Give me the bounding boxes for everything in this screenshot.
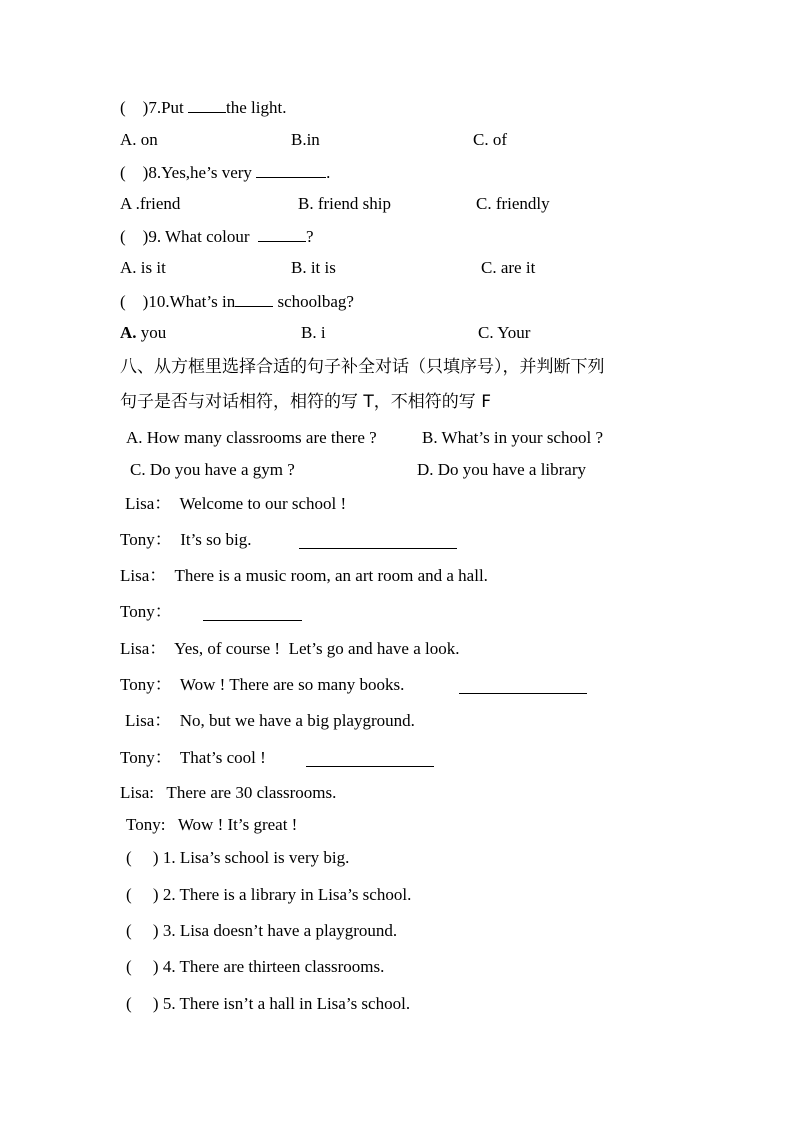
dialogue-line: Lisa： Welcome to our school ! <box>125 494 347 513</box>
answer-blank[interactable] <box>188 96 226 113</box>
judge-item[interactable]: ( ) 1. Lisa’s school is very big. <box>126 848 350 867</box>
q7-option-b[interactable]: B.in <box>291 130 320 149</box>
question-7-stem: ( )7.Put the light. <box>120 98 287 117</box>
judge-item[interactable]: ( ) 2. There is a library in Lisa’s school. <box>126 885 412 904</box>
option-b: B. What’s in your school ? <box>422 428 603 447</box>
question-9-stem: ( )9. What colour ? <box>120 227 314 246</box>
judge-item[interactable]: ( ) 3. Lisa doesn’t have a playground. <box>126 921 398 940</box>
dialogue-blank-4[interactable] <box>306 750 434 767</box>
dialogue-line: Lisa： No, but we have a big playground. <box>125 711 415 730</box>
dialogue-line: Tony： Wow ! There are so many books. <box>120 675 405 694</box>
option-c: C. Do you have a gym ? <box>130 460 295 479</box>
question-10-stem: ( )10.What’s in schoolbag? <box>120 292 354 311</box>
judge-item[interactable]: ( ) 5. There isn’t a hall in Lisa’s school. <box>126 994 411 1013</box>
question-8-stem: ( )8.Yes,he’s very . <box>120 163 331 182</box>
dialogue-line: Lisa： Yes, of course ! Let’s go and have a look. <box>120 639 460 658</box>
dialogue-blank-3[interactable] <box>459 677 587 694</box>
dialogue-blank-1[interactable] <box>299 532 457 549</box>
section-8-title-line2: 句子是否与对话相符，相符的写 T，不相符的写 F <box>120 392 491 412</box>
section-8-title-line1: 八、从方框里选择合适的句子补全对话（只填序号），并判断下列 <box>120 357 605 377</box>
dialogue-line: Lisa： There is a music room, an art room and a hall. <box>120 566 488 585</box>
q10-option-a[interactable]: A. you <box>120 323 167 342</box>
q9-option-b[interactable]: B. it is <box>291 258 336 277</box>
q7-option-c[interactable]: C. of <box>473 130 507 149</box>
q8-option-b[interactable]: B. friend ship <box>298 194 392 213</box>
dialogue-blank-2[interactable] <box>203 604 302 621</box>
answer-blank[interactable] <box>235 290 273 307</box>
q10-option-b[interactable]: B. i <box>301 323 326 342</box>
q7-option-a[interactable]: A. on <box>120 130 158 149</box>
dialogue-line: Tony： <box>120 602 172 621</box>
dialogue-line: Tony： That’s cool ! <box>120 748 266 767</box>
q10-option-c[interactable]: C. Your <box>478 323 531 342</box>
answer-blank[interactable] <box>258 225 306 242</box>
dialogue-line: Lisa: There are 30 classrooms. <box>120 783 337 802</box>
dialogue-line: Tony： It’s so big. <box>120 530 252 549</box>
dialogue-line: Tony: Wow ! It’s great ! <box>126 815 298 834</box>
q9-option-c[interactable]: C. are it <box>481 258 536 277</box>
option-a: A. How many classrooms are there ? <box>126 428 377 447</box>
q8-option-a[interactable]: A .friend <box>120 194 181 213</box>
option-d: D. Do you have a library <box>417 460 587 479</box>
q9-option-a[interactable]: A. is it <box>120 258 166 277</box>
answer-blank[interactable] <box>256 161 326 178</box>
q8-option-c[interactable]: C. friendly <box>476 194 550 213</box>
judge-item[interactable]: ( ) 4. There are thirteen classrooms. <box>126 957 385 976</box>
